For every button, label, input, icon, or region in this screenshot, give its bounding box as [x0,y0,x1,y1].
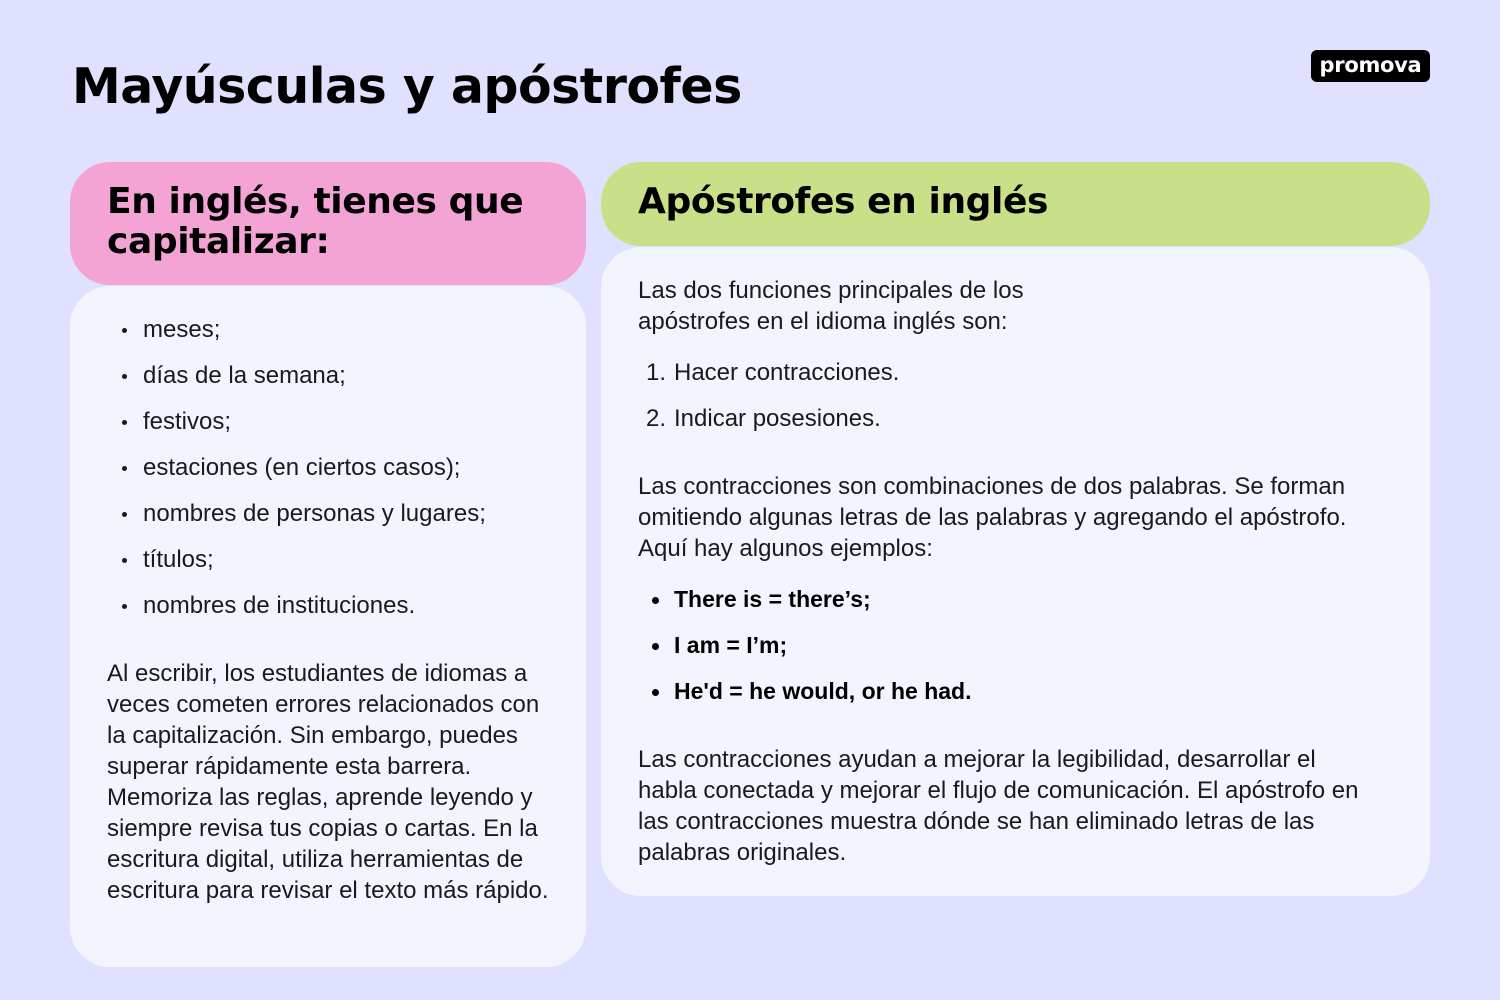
list-item [638,357,1370,388]
item-text: Indicar posesiones. [674,405,881,432]
list-item: meses; [107,314,556,345]
page-title: Mayúsculas y apóstrofes [72,58,742,115]
capitalization-card [70,286,586,967]
functions-list [638,357,1370,434]
examples-list [638,584,1370,707]
example-item: I am = I’m; [638,630,1370,661]
item-number: 2. [646,405,667,432]
list-item: días de la semana; [107,360,556,391]
contractions-paragraph: Las contracciones son combinaciones de dos palabras. Se forman omitiendo algunas letras de las palabras y agregando el apóstrofo. Aquí hay algunos ejemplos: [638,473,1347,562]
capitalization-paragraph: Al escribir, los estudiantes de idiomas a veces cometen errores relacionados con la capitalización. Sin embargo, puedes superar rápidamente esta barrera. Memoriza las reglas, aprende leyendo y siempre revisa tus copias o cartas. En la escritura digital, utiliza herramientas de escritura para revisar el texto más rápido. [107,660,549,904]
list-item: festivos; [107,406,556,437]
apostrophes-card [601,247,1430,896]
capitalization-list [107,314,556,621]
benefits-paragraph: Las contracciones ayudan a mejorar la legibilidad, desarrollar el habla conectada y mejorar el flujo de comunicación. El apóstrofo en las contracciones muestra dónde se han eliminado letras de las palabras originales. [638,746,1359,866]
intro-line: apóstrofes en el idioma inglés son: [638,308,1008,335]
item-text: Hacer contracciones. [674,359,900,386]
example-item: There is = there’s; [638,584,1370,615]
apostrophes-header: Apóstrofes en inglés [601,162,1430,246]
promova-logo: promova [1311,50,1430,82]
list-item: estaciones (en ciertos casos); [107,452,556,483]
list-item [638,403,1370,434]
intro-line: Las dos funciones principales de los [638,277,1024,304]
list-item: nombres de personas y lugares; [107,498,556,529]
item-number: 1. [646,359,667,386]
capitalization-header: En inglés, tienes que capitalizar: [70,162,586,285]
apostrophes-intro [638,275,1370,337]
example-item: He'd = he would, or he had. [638,676,1370,707]
list-item: nombres de instituciones. [107,590,556,621]
list-item: títulos; [107,544,556,575]
